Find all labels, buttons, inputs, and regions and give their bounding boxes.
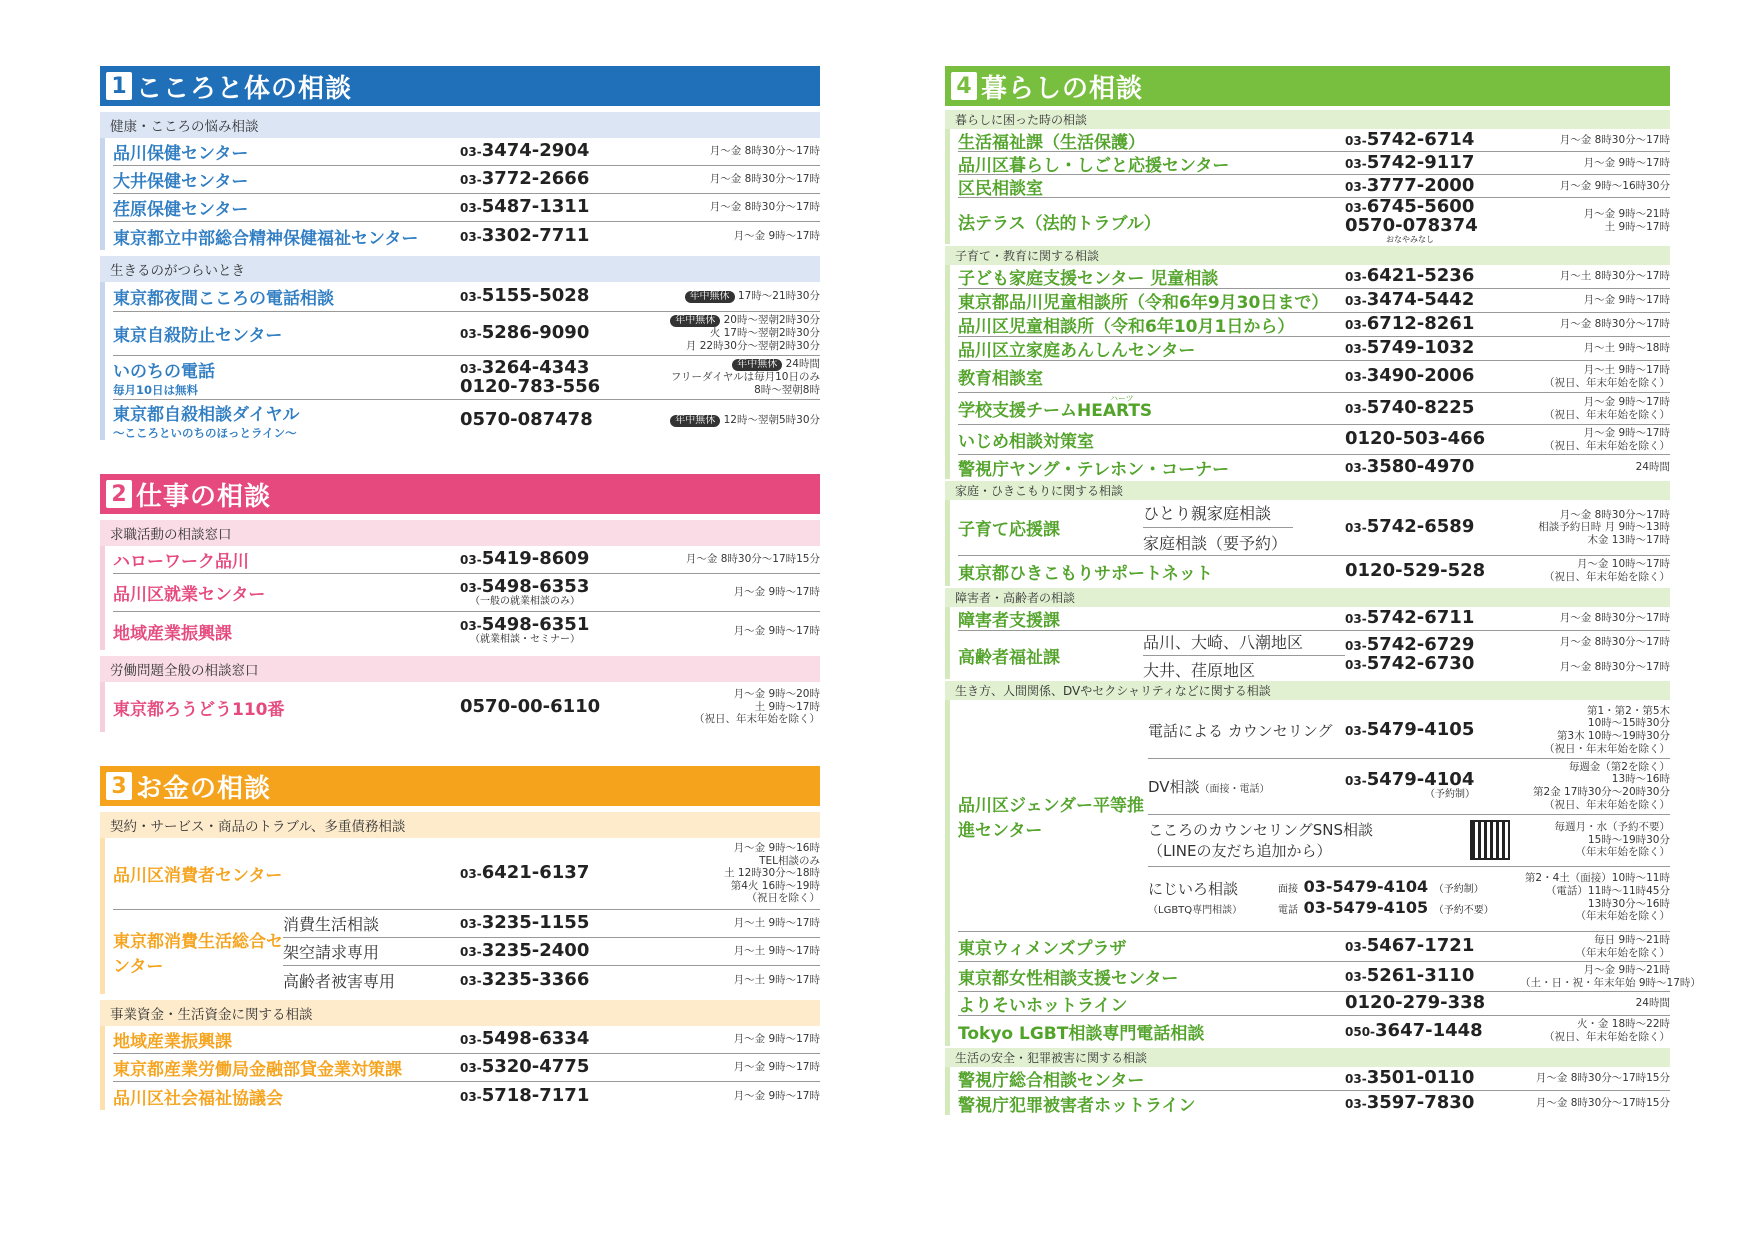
phone-number[interactable]: 03-6421-5236: [1345, 265, 1475, 287]
contact-group: [100, 1026, 820, 1110]
sub-label: 消費生活相談: [283, 915, 380, 934]
sub-row: [283, 938, 820, 966]
phone-number[interactable]: 03-5479-4105: [1345, 718, 1475, 740]
phone-number[interactable]: 03-5286-9090: [460, 322, 590, 344]
hours: 月～金 9時～17時: [1583, 294, 1670, 307]
contact-name: 地域産業振興課: [113, 623, 232, 644]
contact-group: [945, 500, 1670, 586]
hours: 月～金 9時～17時: [1583, 156, 1670, 169]
hours: 月～金 9時～17時: [733, 586, 820, 599]
phone-number[interactable]: 03-3597-7830: [1345, 1091, 1475, 1113]
phone-number[interactable]: 03-5261-3110: [1345, 965, 1475, 987]
contact-row: [113, 312, 820, 356]
sub-labels: 品川、大崎、八潮地区 大井、荏原地区: [1143, 630, 1345, 681]
contact-group: [100, 838, 820, 994]
contact-row: [958, 455, 1670, 479]
sub-label: にじいろ相談 （LGBTQ専門相談）: [1148, 880, 1243, 916]
section-title: お金の相談: [136, 773, 272, 804]
contact-row: [958, 700, 1670, 932]
phone-number[interactable]: 0570-00-6110: [460, 695, 601, 717]
subheading: 生きるのがつらいとき: [100, 256, 820, 282]
phone-number[interactable]: 03-5742-6714: [1345, 128, 1475, 150]
hours: 月～金 8時30分～17時15分: [1535, 1096, 1670, 1109]
phone-number[interactable]: 03-5498-6334: [460, 1028, 590, 1050]
contact-row: [958, 152, 1670, 175]
contact-group: [945, 265, 1670, 479]
phone-number[interactable]: 03-3302-7711: [460, 224, 590, 246]
sub-label: 電話による カウンセリング: [1148, 721, 1333, 740]
hours: 月～金 8時30分～17時: [1559, 133, 1670, 146]
phone-number[interactable]: 03-3235-2400: [460, 940, 590, 962]
contact-name: 東京都夜間こころの電話相談: [113, 289, 334, 309]
contact-row: [113, 356, 820, 400]
contact-group: [100, 138, 820, 250]
sub-label: 高齢者被害専用: [283, 971, 396, 991]
hours: 月～金 9時～16時30分: [1559, 179, 1670, 192]
contact-row: [958, 932, 1670, 962]
subheading: 子育て・教育に関する相談: [945, 246, 1670, 265]
hours: 月～金 9時～21時 土 9時～17時: [1583, 208, 1670, 233]
contact-row: [958, 1016, 1670, 1046]
phone-number[interactable]: 03-5498-6351 （就業相談・セミナー）: [460, 614, 590, 646]
contact-row: [958, 129, 1670, 152]
contact-row: [958, 361, 1670, 393]
contact-name: 区民相談室: [958, 178, 1043, 199]
contact-row: [113, 546, 820, 574]
contact-group: [100, 682, 820, 732]
section-header: [100, 766, 820, 806]
hours: 月～金 8時30分～17時: [1559, 318, 1670, 331]
open-all-year-badge: 年中無休: [685, 291, 735, 303]
contact-row: [113, 138, 820, 166]
contact-name: 教育相談室: [958, 369, 1043, 389]
contact-name: 高齢者福祉課: [958, 647, 1060, 668]
contact-name: 荏原保健センター: [113, 200, 249, 220]
hours: 毎週金（第2を除く） 13時～16時 第2金 17時30分～20時30分 （祝日、年末年始を除く）: [1533, 760, 1670, 811]
contact-name: 品川区消費者センター: [113, 866, 283, 886]
sub-row: [1148, 703, 1670, 759]
contact-row: [958, 289, 1670, 313]
contact-row: [113, 1054, 820, 1082]
qr-code-icon[interactable]: [1470, 820, 1510, 860]
contact-name: 東京都女性相談支援センター: [958, 969, 1179, 989]
contact-row: [958, 425, 1670, 455]
contact-row: [113, 194, 820, 222]
contact-row: [958, 631, 1670, 679]
contact-group: [945, 700, 1701, 1046]
contact-name: 東京自殺防止センター: [113, 326, 283, 346]
contact-name: 品川区暮らし・しごと応援センター: [958, 155, 1230, 176]
contact-name: よりそいホットライン: [958, 996, 1128, 1016]
section-okane: [100, 766, 820, 1110]
sub-label: こころのカウンセリングSNS相談 （LINEの友だち追加から）: [1148, 821, 1373, 860]
subheading: 労働問題全般の相談窓口: [100, 656, 820, 682]
hours: 第1・第2・第5木 10時～15時30分 第3木 10時～19時30分 （祝日・年末年始を除く）: [1544, 704, 1670, 755]
phone-number[interactable]: 03-5740-8225: [1345, 397, 1475, 419]
hours: 24時間: [1635, 460, 1670, 473]
contact-group: [100, 282, 820, 440]
contact-row: [113, 222, 820, 250]
hours: 年中無休 24時間 フリーダイヤルは毎月10日のみ 8時～翌朝8時: [670, 358, 820, 396]
contact-group: [100, 546, 820, 650]
contact-name: 東京ウィメンズプラザ: [958, 939, 1127, 959]
section-header: [100, 474, 820, 514]
section-header: [100, 66, 820, 106]
contact-row: [113, 838, 820, 910]
phone-number[interactable]: 03-5419-8609: [460, 548, 590, 570]
hours: 月～金 8時30分～17時: [709, 145, 820, 158]
contact-name: 東京都ひきこもりサポートネット: [958, 563, 1213, 584]
phone-number[interactable]: 03-5487-1311: [460, 196, 590, 218]
contact-name: 大井保健センター: [113, 172, 249, 192]
subheading: 事業資金・生活資金に関する相談: [100, 1000, 820, 1026]
phone-number[interactable]: 03-3474-5442: [1345, 289, 1475, 311]
hours: 月～金 9時～21時 （土・日・祝・年末年始 9時～17時）: [1520, 963, 1701, 989]
subheading: 求職活動の相談窓口: [100, 520, 820, 546]
contact-row: [958, 1067, 1670, 1091]
contact-row: [113, 612, 820, 650]
hours: 月～金 9時～16時 TEL相談のみ 土 12時30分～18時 第4火 16時～19時 （祝日を除く）: [724, 842, 820, 905]
contact-name: 地域産業振興課: [113, 1032, 232, 1052]
sub-row: [1148, 867, 1670, 929]
section-number: 3: [106, 772, 132, 800]
subheading: 障害者・高齢者の相談: [945, 588, 1670, 607]
phone-number[interactable]: 03-3501-0110: [1345, 1067, 1475, 1089]
contact-name: 警視庁犯罪被害者ホットライン: [958, 1095, 1196, 1116]
contact-name: 東京都ろうどう110番: [113, 699, 285, 720]
section-shigoto: [100, 474, 820, 732]
contact-name: 警視庁総合相談センター: [958, 1071, 1145, 1091]
phone-number[interactable]: 0120-503-466: [1345, 428, 1486, 450]
contact-name: いのちの電話 毎月10日は無料: [113, 362, 215, 397]
phone-number[interactable]: 03-5155-5028: [460, 285, 590, 307]
sub-label: DV相談（面接・電話）: [1148, 777, 1270, 796]
section-title: 仕事の相談: [136, 481, 272, 512]
hours: 月～金 8時30分～17時 相談予約日時 月 9時～13時 木金 13時～17時: [1538, 508, 1670, 546]
contact-name: 品川区児童相談所（令和6年10月1日から）: [958, 317, 1295, 337]
hours: 年中無休 20時～翌朝2時30分 火 17時～翌朝2時30分 月 22時30分～翌朝2時30分: [660, 314, 820, 352]
contact-row: [958, 393, 1670, 425]
hours: 毎日 9時～21時 （年末年始を除く）: [1575, 933, 1670, 959]
phone-number[interactable]: 03-3474-2904: [460, 140, 590, 162]
contact-row: [958, 313, 1670, 337]
contact-name: 東京都産業労働局金融部貸金業対策課: [113, 1060, 402, 1080]
phone-number[interactable]: 03-5718-7171: [460, 1084, 590, 1106]
contact-name: 障害者支援課: [958, 611, 1060, 631]
contact-row: [958, 1091, 1670, 1115]
hours: 月～金 8時30分～17時: [1559, 612, 1670, 625]
phone-number[interactable]: 03-5742-6589: [1345, 516, 1475, 538]
contact-name: 生活福祉課（生活保護）: [958, 132, 1145, 153]
phone-number[interactable]: 03-5498-6353 （一般の就業相談のみ）: [460, 575, 590, 607]
phone-number[interactable]: 03-3772-2666: [460, 168, 590, 190]
hours: 月～金 9時～17時: [733, 624, 820, 637]
contact-row: [958, 265, 1670, 289]
subheading: 健康・こころの悩み相談: [100, 112, 820, 138]
contact-row: [113, 574, 820, 612]
contact-name: 東京都消費生活総合センター: [113, 932, 283, 977]
contact-row: [958, 992, 1670, 1016]
phone-number[interactable]: 0570-087478: [460, 408, 593, 430]
sub-label: 架空請求専用: [283, 943, 380, 962]
contact-name: 東京都立中部総合精神保健福祉センター: [113, 228, 419, 249]
phone-number[interactable]: 03-5742-6711: [1345, 607, 1475, 629]
contact-row: [958, 556, 1670, 586]
contact-row: [113, 1026, 820, 1054]
hours: 月～金 8時30分～17時 月～金 8時30分～17時: [1559, 636, 1670, 674]
contact-row: [113, 400, 820, 440]
contact-name: ハローワーク品川: [113, 552, 249, 572]
hours: 月～金 9時～20時 土 9時～17時 （祝日、年末年始を除く）: [694, 688, 820, 726]
contact-group: [945, 607, 1670, 679]
sub-row: [1148, 759, 1670, 815]
phone-number[interactable]: 03-3235-3366: [460, 968, 590, 990]
hours: 月～金 9時～17時: [733, 1033, 820, 1046]
contact-name: 品川区ジェンダー平等推進センター: [958, 795, 1144, 841]
contact-row: [958, 500, 1670, 556]
phone-number[interactable]: 03-5467-1721: [1345, 935, 1475, 957]
contact-row: [113, 682, 820, 732]
contact-row: [958, 175, 1670, 198]
section-title: こころと体の相談: [136, 73, 353, 104]
contact-name: 東京都品川児童相談所（令和6年9月30日まで）: [958, 293, 1329, 313]
hours: 月～金 8時30分～17時: [709, 201, 820, 214]
phone-number[interactable]: 03-5749-1032: [1345, 337, 1475, 359]
contact-name: 警視庁ヤング・テレホン・コーナー: [958, 459, 1230, 480]
phone-number[interactable]: 03-5320-4775: [460, 1056, 590, 1078]
section-kokoro: [100, 66, 820, 440]
hours: 年中無休 12時～翌朝5時30分: [660, 414, 820, 427]
phone-number[interactable]: 03-5742-6729 03-5742-6730: [1345, 634, 1475, 674]
phone-number[interactable]: 03-5479-4104 （予約制）: [1345, 769, 1475, 801]
subheading: 生活の安全・犯罪被害に関する相談: [945, 1048, 1670, 1067]
phone-number[interactable]: 03-5742-9117: [1345, 151, 1475, 173]
sub-rows: [283, 910, 820, 994]
hours: 月～金 9時～17時: [733, 1061, 820, 1074]
hours: 月～金 8時30分～17時15分: [1535, 1072, 1670, 1085]
hours: 月～土 8時30分～17時: [1559, 270, 1670, 283]
contact-row: [958, 337, 1670, 361]
hours: 毎週月・水（予約不要） 15時～19時30分 （年末年始を除く）: [1554, 821, 1670, 859]
subheading: 生き方、人間関係、DVやセクシャリティなどに関する相談: [945, 681, 1670, 700]
phone-number[interactable]: 03-6745-5600 0570-078374 おなやみなし: [1345, 195, 1478, 244]
section-number: 4: [951, 72, 977, 100]
contact-name: 品川区立家庭あんしんセンター: [958, 341, 1196, 361]
contact-row: [113, 910, 820, 994]
contact-name: 法テラス（法的トラブル）: [958, 213, 1161, 234]
hours: 年中無休 17時～21時30分: [660, 290, 820, 303]
phone-number[interactable]: 03-3264-4343 0120-783-556: [460, 356, 601, 397]
hours: 第2・4土（面接）10時～11時 （電話）11時～11時45分 13時30分～16時 （年末年始を除く）: [1524, 872, 1670, 923]
phone-number[interactable]: 03-3777-2000: [1345, 174, 1475, 196]
section-number: 1: [106, 72, 132, 100]
hours: 月～土 9時～17時: [733, 973, 820, 986]
contact-row: [958, 195, 1670, 244]
contact-group: [945, 1067, 1670, 1115]
contact-name: 子育て応援課: [958, 520, 1060, 540]
hours: 月～土 9時～17時: [733, 945, 820, 958]
subheading: 契約・サービス・商品のトラブル、多重債務相談: [100, 812, 820, 838]
contact-row: [958, 962, 1701, 992]
sub-row: [283, 966, 820, 994]
hours: 月～金 9時～17時: [733, 1089, 820, 1102]
contact-name: 品川区社会福祉協議会: [113, 1088, 283, 1109]
contact-name: 品川保健センター: [113, 144, 249, 164]
contact-row: [113, 1082, 820, 1110]
contact-row: [958, 607, 1670, 631]
sub-row: [1148, 815, 1670, 867]
sub-labels: ひとり親家庭相談 家庭相談（要予約）: [1143, 501, 1345, 554]
contact-name: いじめ相談対策室: [958, 432, 1094, 452]
hours: 月～土 9時～18時: [1583, 342, 1670, 355]
phone-number[interactable]: 03-3235-1155: [460, 912, 590, 934]
phone-number[interactable]: 03-6421-6137: [460, 862, 590, 884]
phone-number[interactable]: 03-3490-2006: [1345, 365, 1475, 387]
hours: 月～金 8時30分～17時: [709, 173, 820, 186]
hours: 月～土 9時～17時: [733, 917, 820, 930]
hours: 月～金 9時～17時 （祝日、年末年始を除く）: [1544, 395, 1670, 421]
phone-number[interactable]: 050-3647-1448: [1345, 1019, 1483, 1041]
phone-number[interactable]: 03-6712-8261: [1345, 313, 1475, 335]
subheading: 家庭・ひきこもりに関する相談: [945, 481, 1670, 500]
ruby-text: ハーツ: [1110, 394, 1134, 403]
phone-number[interactable]: 0120-529-528: [1345, 559, 1486, 581]
section-kurashi: [945, 66, 1701, 1116]
contact-name: 品川区就業センター: [113, 585, 266, 605]
hours: 火・金 18時～22時 （祝日、年末年始を除く）: [1544, 1018, 1670, 1043]
hours: 24時間: [1635, 997, 1670, 1010]
sub-rows: [1148, 703, 1670, 929]
contact-row: [113, 166, 820, 194]
contact-name: 子ども家庭支援センター 児童相談: [958, 269, 1219, 289]
phone-number[interactable]: 面接 03-5479-4104 （予約制） 電話 03-5479-4105 （予約不要）: [1278, 876, 1494, 917]
contact-name: 東京都自殺相談ダイヤル ～こころといのちのほっとライン～: [113, 404, 300, 440]
contact-name: 学校支援チームHEARTS ハーツ: [958, 394, 1153, 421]
section-title: 暮らしの相談: [981, 73, 1144, 104]
hours: 月～金 8時30分～17時15分: [685, 553, 820, 566]
hours: 月～土 9時～17時 （祝日、年末年始を除く）: [1544, 363, 1670, 389]
hours: 月～金 9時～17時 （祝日、年末年始を除く）: [1544, 426, 1670, 452]
hours: 月～金 9時～17時: [733, 229, 820, 242]
section-header: [945, 66, 1670, 106]
phone-number[interactable]: 0120-279-338: [1345, 992, 1486, 1014]
phone-number[interactable]: 03-3580-4970: [1345, 455, 1475, 477]
subheading: 暮らしに困った時の相談: [945, 110, 1670, 129]
section-number: 2: [106, 480, 132, 508]
sub-row: [283, 910, 820, 938]
contact-row: [113, 282, 820, 312]
contact-name: Tokyo LGBT相談専門電話相談: [958, 1023, 1205, 1044]
hours: 月～金 10時～17時 （祝日、年末年始を除く）: [1544, 558, 1670, 583]
contact-group: [945, 129, 1670, 244]
